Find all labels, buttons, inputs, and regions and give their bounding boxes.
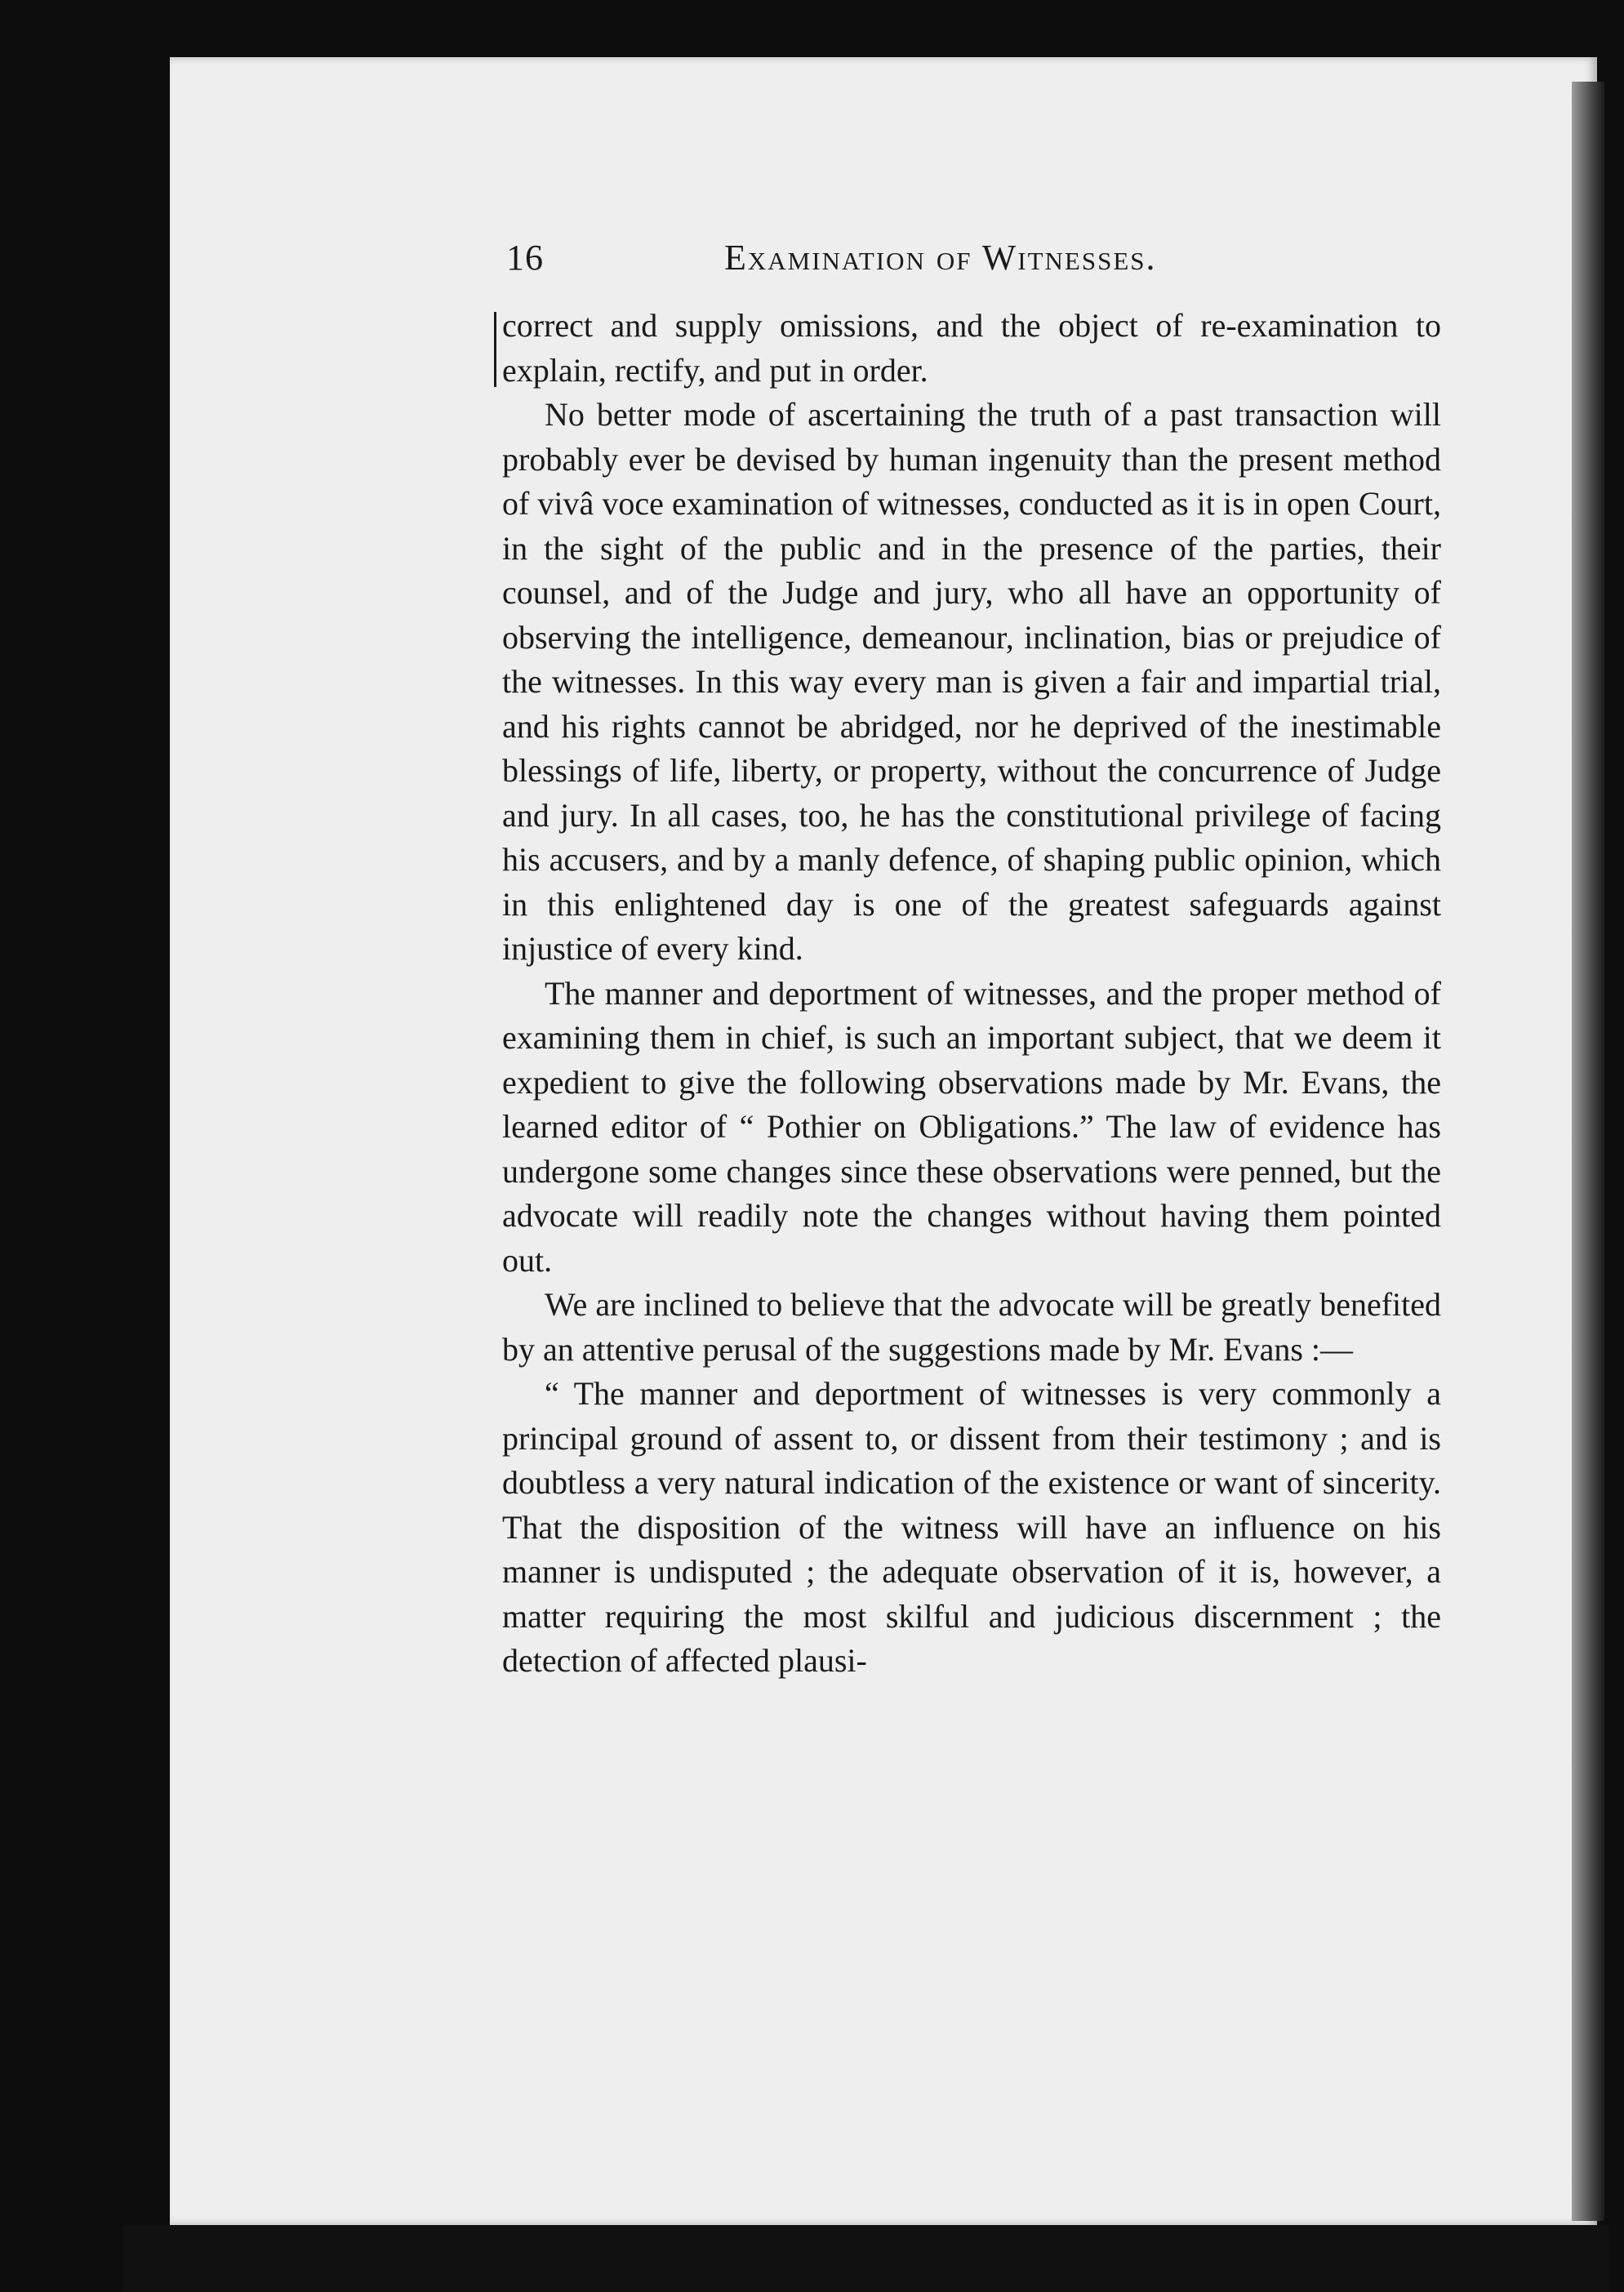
margin-mark [494,312,496,387]
running-head-title: Examination of Witnesses. [724,238,1157,278]
paragraph: We are inclined to believe that the advocate will be greatly benefited by an attentive perusal of the suggestions made by Mr. Evans :— [502,1286,1441,1368]
bottom-shadow [122,2225,1608,2292]
paragraph: No better mode of ascertaining the truth of a past transaction will probably ever be devised by human ingenuity than the present method of vivâ voce examination of witnesses, conducted as it is in open Court, in the sight of the public and in the presence of the parties, their counsel, and of the Judge and jury, who all have an opportunity of observing the intelligence, demeanour, inclination, bias or prejudice of the witnesses. In this way every man is given a fair and impartial trial, and his rights cannot be abridged, nor he deprived of the inestimable blessings of life, liberty, or property, without the concurrence of Judge and jury. In all cases, too, he has the constitutional privilege of facing his accusers, and by a manly defence, of shaping public opinion, which in this enlightened day is one of the greatest safeguards against injustice of every kind. [502,396,1441,967]
body-text [502,304,1441,1684]
running-head [502,237,1441,287]
page-content [502,237,1441,1684]
paragraph: The manner and deportment of witnesses, and the proper method of examining them in chief, is such an important subject, that we deem it expedient to give the following observations made by Mr. Evans, the learned editor of “ Pothier on Obligations.” The law of evidence has undergone some changes since these observations were penned, but the advocate will readily note the changes without having them pointed out. [502,974,1441,1279]
page-edge-shadow [1572,82,1604,2221]
page-number: 16 [506,238,544,278]
paragraph-quotation: “ The manner and deportment of witnesses is very commonly a principal ground of assent to, or dissent from their testimony ; and is doubtless a very natural indication of the existence or want of sincerity. That the disposition of the witness will have an influence on his manner is undisputed ; the adequate observation of it is, however, a matter requiring the most skilful and judicious discernment ; the detection of affected plausi- [502,1375,1441,1679]
paragraph-continued: correct and supply omissions, and the object of re-examination to explain, rectify, and put in order. [502,307,1441,389]
